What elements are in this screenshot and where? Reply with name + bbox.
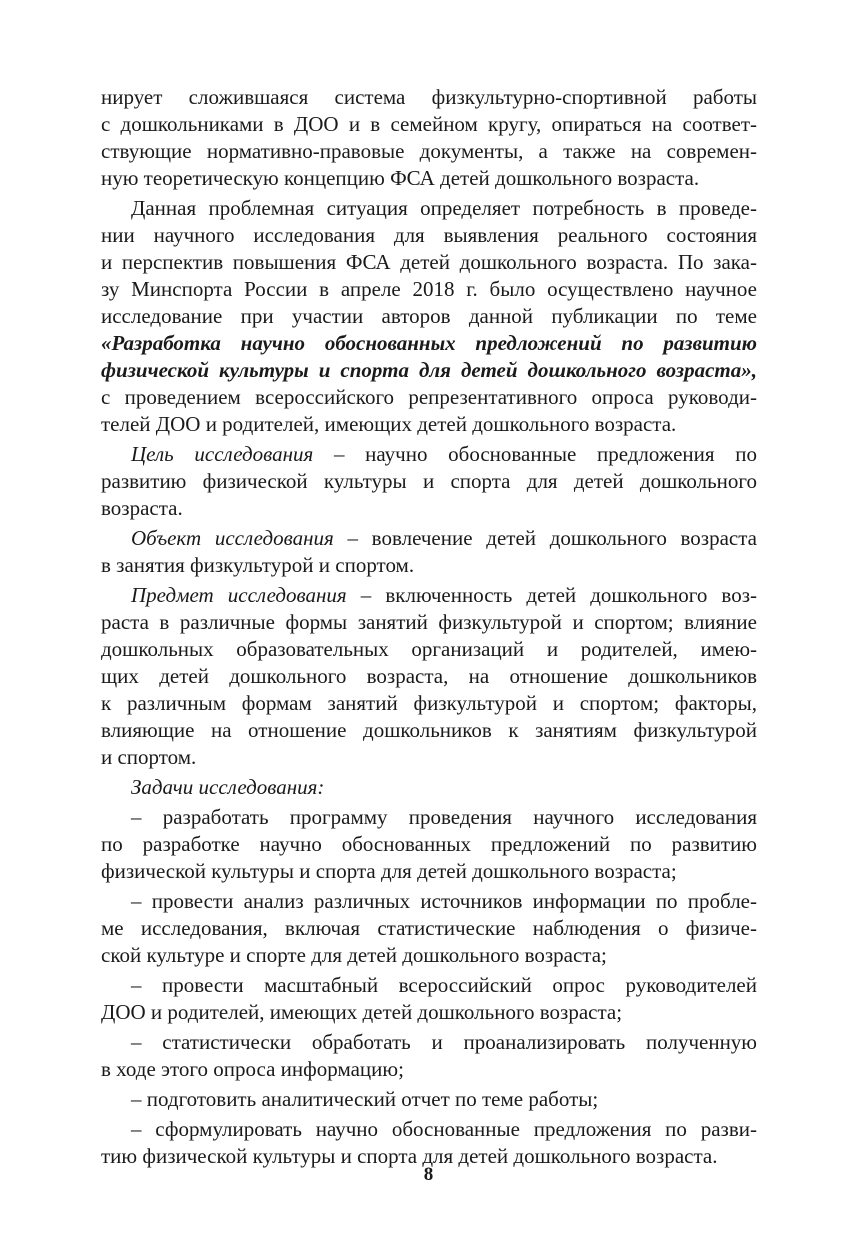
text-line: щих детей дошкольного возраста, на отношение дошкольников [101, 664, 757, 688]
text-span: – вовлечение детей дошкольного возраста [333, 526, 757, 550]
research-topic-line: физической культуры и спорта для детей дошкольного возраста», [101, 358, 757, 382]
task-item-line: ме исследования, включая статистические наблюдения о физиче- [101, 916, 757, 940]
page-number: 8 [423, 1164, 434, 1185]
text-line: в занятия физкультурой и спортом. [101, 553, 415, 577]
task-item-line: физической культуры и спорта для детей дошкольного возраста; [101, 859, 677, 883]
task-item-line: – статистически обработать и проанализировать полученную [131, 1030, 757, 1054]
text-line: Данная проблемная ситуация определяет потребность в проведе- [131, 196, 757, 220]
text-line: телей ДОО и родителей, имеющих детей дошкольного возраста. [101, 412, 677, 436]
text-line: нии научного исследования для выявления реального состояния [101, 223, 757, 247]
text-line: возраста. [101, 496, 183, 520]
text-line: исследование при участии авторов данной публикации по теме [101, 304, 757, 328]
research-topic-line: «Разработка научно обоснованных предложений по развитию [101, 331, 757, 355]
text-line: зу Минспорта России в апреле 2018 г. было осуществлено научное [101, 277, 757, 301]
text-line [101, 525, 757, 552]
text-line: с проведением всероссийского репрезентативного опроса руководи- [101, 385, 757, 409]
text-line: ную теоретическую концепцию ФСА детей дошкольного возраста. [101, 166, 700, 190]
text-line: дошкольных образовательных организаций и родителей, имею- [101, 637, 757, 661]
text-line: и перспектив повышения ФСА детей дошкольного возраста. По зака- [101, 250, 757, 274]
task-item-line: ДОО и родителей, имеющих детей дошкольного возраста; [101, 1000, 623, 1024]
text-line: влияющие на отношение дошкольников к занятиям физкультурой [101, 718, 757, 742]
task-item-line: – сформулировать научно обоснованные предложения по разви- [131, 1117, 757, 1141]
task-item-line: – провести масштабный всероссийский опрос руководителей [131, 973, 757, 997]
task-item-line: – подготовить аналитический отчет по теме работы; [131, 1087, 599, 1111]
task-item-line: – разработать программу проведения научного исследования [131, 805, 757, 829]
task-item-line: – провести анализ различных источников информации по пробле- [131, 889, 757, 913]
task-item-line: по разработке научно обоснованных предложений по развитию [101, 832, 757, 856]
text-line: с дошкольниками в ДОО и в семейном кругу, опираться на соответ- [101, 112, 757, 136]
body-text [101, 84, 757, 1170]
term-goal: Цель исследования [131, 442, 314, 466]
term-object: Объект исследования [131, 526, 334, 550]
text-line: и спортом. [101, 745, 197, 769]
task-item-line: в ходе этого опроса информацию; [101, 1057, 404, 1081]
text-line: развитию физической культуры и спорта для детей дошкольного [101, 469, 757, 493]
text-span: – включенность детей дошкольного воз- [346, 583, 757, 607]
text-line: нирует сложившаяся система физкультурно-спортивной работы [101, 85, 757, 109]
text-line: к различным формам занятий физкультурой и спортом; факторы, [101, 691, 757, 715]
tasks-heading: Задачи исследования: [131, 775, 325, 799]
task-item-line: тию физической культуры и спорта для детей дошкольного возраста. [101, 1144, 718, 1168]
task-item-line: ской культуре и спорте для детей дошкольного возраста; [101, 943, 607, 967]
text-line [101, 582, 757, 609]
text-line: раста в различные формы занятий физкультурой и спортом; влияние [101, 610, 757, 634]
term-subject: Предмет исследования [131, 583, 347, 607]
text-line [101, 441, 757, 468]
text-span: – научно обоснованные предложения по [313, 442, 757, 466]
text-line: ствующие нормативно-правовые документы, а также на современ- [101, 139, 757, 163]
